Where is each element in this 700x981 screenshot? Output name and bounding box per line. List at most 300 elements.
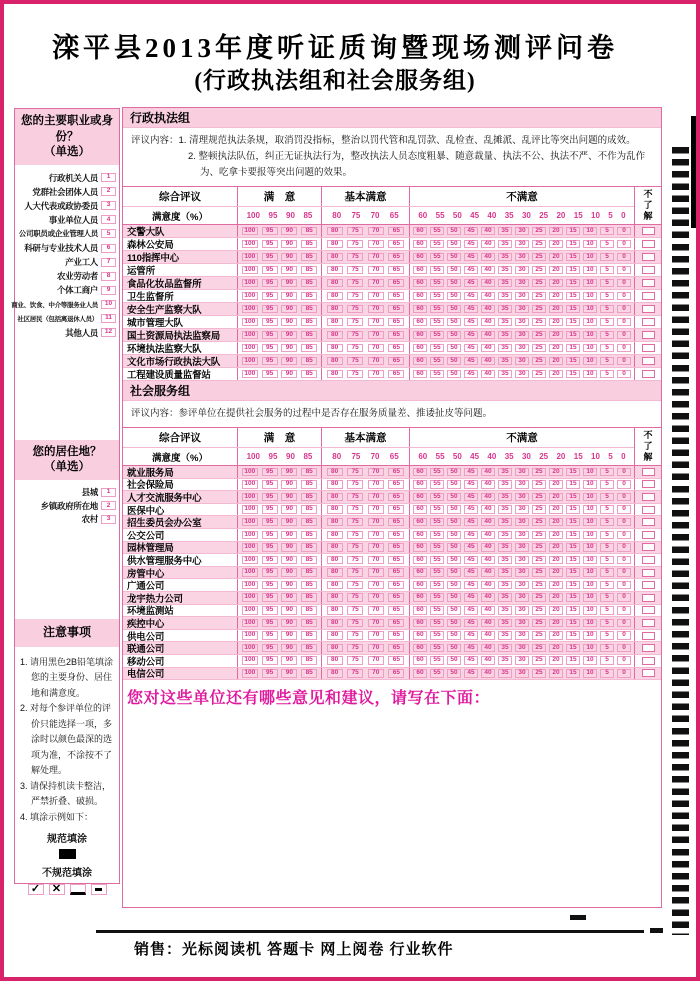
unknown-checkbox[interactable] [642,493,655,501]
rating-bubble[interactable]: 60 [413,292,427,301]
rating-bubble[interactable]: 45 [464,606,478,615]
rating-bubble[interactable]: 100 [242,480,258,489]
unknown-checkbox[interactable] [642,240,655,248]
rating-bubble[interactable]: 50 [447,543,461,552]
rating-bubble[interactable]: 55 [430,370,444,379]
option-bubble[interactable]: 5 [101,229,116,238]
rating-bubble[interactable]: 75 [347,331,363,340]
rating-bubble[interactable]: 35 [498,531,512,540]
rating-bubble[interactable]: 50 [447,644,461,653]
rating-bubble[interactable]: 30 [515,370,529,379]
rating-bubble[interactable]: 75 [347,240,363,249]
rating-bubble[interactable]: 5 [600,644,614,653]
rating-bubble[interactable]: 45 [464,468,478,477]
rating-bubble[interactable]: 50 [447,305,461,314]
option-bubble[interactable]: 2 [101,187,116,196]
rating-bubble[interactable]: 45 [464,344,478,353]
rating-bubble[interactable]: 20 [549,644,563,653]
rating-bubble[interactable]: 65 [388,568,404,577]
rating-bubble[interactable]: 30 [515,227,529,236]
rating-bubble[interactable]: 55 [430,556,444,565]
rating-bubble[interactable]: 65 [388,468,404,477]
rating-bubble[interactable]: 65 [388,279,404,288]
rating-bubble[interactable]: 0 [617,505,631,514]
rating-bubble[interactable]: 85 [301,292,317,301]
rating-bubble[interactable]: 70 [368,344,384,353]
rating-bubble[interactable]: 15 [566,357,580,366]
rating-bubble[interactable]: 55 [430,468,444,477]
rating-bubble[interactable]: 15 [566,253,580,262]
rating-bubble[interactable]: 65 [388,357,404,366]
rating-bubble[interactable]: 50 [447,531,461,540]
rating-bubble[interactable]: 65 [388,344,404,353]
rating-bubble[interactable]: 85 [301,543,317,552]
rating-bubble[interactable]: 100 [242,518,258,527]
rating-bubble[interactable]: 35 [498,606,512,615]
rating-bubble[interactable]: 100 [242,266,258,275]
rating-bubble[interactable]: 65 [388,305,404,314]
rating-bubble[interactable]: 95 [262,468,278,477]
rating-bubble[interactable]: 0 [617,266,631,275]
rating-bubble[interactable]: 40 [481,344,495,353]
rating-bubble[interactable]: 55 [430,253,444,262]
rating-bubble[interactable]: 50 [447,480,461,489]
rating-bubble[interactable]: 40 [481,606,495,615]
rating-bubble[interactable]: 50 [447,669,461,678]
rating-bubble[interactable]: 70 [368,279,384,288]
unknown-checkbox[interactable] [642,506,655,514]
rating-bubble[interactable]: 35 [498,631,512,640]
rating-bubble[interactable]: 20 [549,266,563,275]
rating-bubble[interactable]: 70 [368,505,384,514]
rating-bubble[interactable]: 90 [281,468,297,477]
rating-bubble[interactable]: 60 [413,266,427,275]
rating-bubble[interactable]: 25 [532,631,546,640]
rating-bubble[interactable]: 85 [301,227,317,236]
rating-bubble[interactable]: 70 [368,357,384,366]
rating-bubble[interactable]: 65 [388,505,404,514]
rating-bubble[interactable]: 15 [566,292,580,301]
rating-bubble[interactable]: 35 [498,227,512,236]
rating-bubble[interactable]: 0 [617,518,631,527]
rating-bubble[interactable]: 70 [368,318,384,327]
rating-bubble[interactable]: 60 [413,581,427,590]
unknown-checkbox[interactable] [642,531,655,539]
rating-bubble[interactable]: 55 [430,644,444,653]
rating-bubble[interactable]: 60 [413,631,427,640]
rating-bubble[interactable]: 90 [281,644,297,653]
rating-bubble[interactable]: 75 [347,644,363,653]
rating-bubble[interactable]: 30 [515,493,529,502]
rating-bubble[interactable]: 45 [464,370,478,379]
rating-bubble[interactable]: 75 [347,305,363,314]
rating-bubble[interactable]: 95 [262,266,278,275]
rating-bubble[interactable]: 20 [549,493,563,502]
rating-bubble[interactable]: 45 [464,644,478,653]
rating-bubble[interactable]: 10 [583,606,597,615]
option-bubble[interactable]: 12 [101,328,116,337]
rating-bubble[interactable]: 25 [532,669,546,678]
rating-bubble[interactable]: 60 [413,556,427,565]
rating-bubble[interactable]: 20 [549,468,563,477]
rating-bubble[interactable]: 80 [327,468,343,477]
unknown-checkbox[interactable] [642,606,655,614]
rating-bubble[interactable]: 95 [262,505,278,514]
rating-bubble[interactable]: 40 [481,556,495,565]
rating-bubble[interactable]: 10 [583,619,597,628]
unknown-checkbox[interactable] [642,227,655,235]
rating-bubble[interactable]: 20 [549,631,563,640]
unknown-checkbox[interactable] [642,305,655,313]
rating-bubble[interactable]: 95 [262,556,278,565]
rating-bubble[interactable]: 45 [464,631,478,640]
unknown-checkbox[interactable] [642,279,655,287]
rating-bubble[interactable]: 10 [583,568,597,577]
rating-bubble[interactable]: 30 [515,631,529,640]
rating-bubble[interactable]: 30 [515,593,529,602]
rating-bubble[interactable]: 85 [301,669,317,678]
rating-bubble[interactable]: 60 [413,227,427,236]
rating-bubble[interactable]: 35 [498,331,512,340]
rating-bubble[interactable]: 80 [327,227,343,236]
rating-bubble[interactable]: 95 [262,669,278,678]
comment-write-area[interactable] [123,708,661,907]
rating-bubble[interactable]: 75 [347,568,363,577]
rating-bubble[interactable]: 0 [617,318,631,327]
rating-bubble[interactable]: 20 [549,331,563,340]
rating-bubble[interactable]: 65 [388,253,404,262]
rating-bubble[interactable]: 85 [301,556,317,565]
rating-bubble[interactable]: 35 [498,370,512,379]
rating-bubble[interactable]: 45 [464,505,478,514]
rating-bubble[interactable]: 60 [413,656,427,665]
rating-bubble[interactable]: 55 [430,531,444,540]
rating-bubble[interactable]: 40 [481,331,495,340]
rating-bubble[interactable]: 35 [498,581,512,590]
rating-bubble[interactable]: 10 [583,531,597,540]
rating-bubble[interactable]: 15 [566,543,580,552]
rating-bubble[interactable]: 60 [413,593,427,602]
rating-bubble[interactable]: 90 [281,593,297,602]
rating-bubble[interactable]: 0 [617,468,631,477]
rating-bubble[interactable]: 35 [498,656,512,665]
rating-bubble[interactable]: 60 [413,279,427,288]
rating-bubble[interactable]: 70 [368,240,384,249]
rating-bubble[interactable]: 90 [281,227,297,236]
rating-bubble[interactable]: 20 [549,593,563,602]
rating-bubble[interactable]: 50 [447,370,461,379]
rating-bubble[interactable]: 50 [447,468,461,477]
rating-bubble[interactable]: 35 [498,644,512,653]
unknown-checkbox[interactable] [642,581,655,589]
rating-bubble[interactable]: 80 [327,556,343,565]
rating-bubble[interactable]: 70 [368,253,384,262]
rating-bubble[interactable]: 50 [447,344,461,353]
rating-bubble[interactable]: 10 [583,656,597,665]
rating-bubble[interactable]: 100 [242,543,258,552]
rating-bubble[interactable]: 50 [447,227,461,236]
unknown-checkbox[interactable] [642,556,655,564]
rating-bubble[interactable]: 25 [532,370,546,379]
rating-bubble[interactable]: 70 [368,531,384,540]
rating-bubble[interactable]: 40 [481,568,495,577]
rating-bubble[interactable]: 5 [600,556,614,565]
rating-bubble[interactable]: 30 [515,531,529,540]
rating-bubble[interactable]: 10 [583,669,597,678]
rating-bubble[interactable]: 75 [347,227,363,236]
rating-bubble[interactable]: 90 [281,331,297,340]
rating-bubble[interactable]: 0 [617,480,631,489]
rating-bubble[interactable]: 30 [515,480,529,489]
rating-bubble[interactable]: 65 [388,480,404,489]
rating-bubble[interactable]: 85 [301,357,317,366]
rating-bubble[interactable]: 55 [430,505,444,514]
rating-bubble[interactable]: 95 [262,305,278,314]
rating-bubble[interactable]: 25 [532,505,546,514]
rating-bubble[interactable]: 70 [368,331,384,340]
rating-bubble[interactable]: 25 [532,253,546,262]
rating-bubble[interactable]: 70 [368,227,384,236]
rating-bubble[interactable]: 30 [515,581,529,590]
rating-bubble[interactable]: 45 [464,518,478,527]
rating-bubble[interactable]: 10 [583,253,597,262]
rating-bubble[interactable]: 65 [388,318,404,327]
rating-bubble[interactable]: 5 [600,227,614,236]
rating-bubble[interactable]: 20 [549,370,563,379]
rating-bubble[interactable]: 0 [617,556,631,565]
rating-bubble[interactable]: 35 [498,468,512,477]
rating-bubble[interactable]: 50 [447,505,461,514]
rating-bubble[interactable]: 65 [388,370,404,379]
rating-bubble[interactable]: 65 [388,331,404,340]
rating-bubble[interactable]: 90 [281,505,297,514]
rating-bubble[interactable]: 80 [327,619,343,628]
rating-bubble[interactable]: 5 [600,593,614,602]
rating-bubble[interactable]: 25 [532,357,546,366]
rating-bubble[interactable]: 65 [388,656,404,665]
unknown-checkbox[interactable] [642,292,655,300]
rating-bubble[interactable]: 65 [388,493,404,502]
rating-bubble[interactable]: 5 [600,568,614,577]
rating-bubble[interactable]: 15 [566,493,580,502]
unknown-checkbox[interactable] [642,266,655,274]
rating-bubble[interactable]: 55 [430,480,444,489]
rating-bubble[interactable]: 40 [481,253,495,262]
rating-bubble[interactable]: 50 [447,656,461,665]
rating-bubble[interactable]: 20 [549,357,563,366]
rating-bubble[interactable]: 100 [242,292,258,301]
rating-bubble[interactable]: 10 [583,331,597,340]
rating-bubble[interactable]: 50 [447,556,461,565]
rating-bubble[interactable]: 15 [566,644,580,653]
rating-bubble[interactable]: 20 [549,240,563,249]
rating-bubble[interactable]: 10 [583,266,597,275]
rating-bubble[interactable]: 0 [617,656,631,665]
rating-bubble[interactable]: 30 [515,318,529,327]
rating-bubble[interactable]: 45 [464,556,478,565]
rating-bubble[interactable]: 40 [481,656,495,665]
rating-bubble[interactable]: 100 [242,631,258,640]
rating-bubble[interactable]: 30 [515,656,529,665]
rating-bubble[interactable]: 70 [368,493,384,502]
rating-bubble[interactable]: 5 [600,468,614,477]
rating-bubble[interactable]: 60 [413,468,427,477]
rating-bubble[interactable]: 0 [617,531,631,540]
rating-bubble[interactable]: 5 [600,331,614,340]
rating-bubble[interactable]: 35 [498,669,512,678]
rating-bubble[interactable]: 60 [413,480,427,489]
rating-bubble[interactable]: 90 [281,581,297,590]
rating-bubble[interactable]: 10 [583,227,597,236]
rating-bubble[interactable]: 50 [447,568,461,577]
rating-bubble[interactable]: 30 [515,669,529,678]
rating-bubble[interactable]: 30 [515,568,529,577]
rating-bubble[interactable]: 70 [368,644,384,653]
rating-bubble[interactable]: 0 [617,644,631,653]
rating-bubble[interactable]: 15 [566,505,580,514]
rating-bubble[interactable]: 70 [368,556,384,565]
rating-bubble[interactable]: 5 [600,581,614,590]
rating-bubble[interactable]: 70 [368,543,384,552]
rating-bubble[interactable]: 25 [532,344,546,353]
rating-bubble[interactable]: 30 [515,357,529,366]
rating-bubble[interactable]: 75 [347,543,363,552]
rating-bubble[interactable]: 55 [430,227,444,236]
rating-bubble[interactable]: 75 [347,531,363,540]
rating-bubble[interactable]: 65 [388,266,404,275]
rating-bubble[interactable]: 45 [464,240,478,249]
rating-bubble[interactable]: 30 [515,305,529,314]
rating-bubble[interactable]: 60 [413,240,427,249]
rating-bubble[interactable]: 50 [447,266,461,275]
rating-bubble[interactable]: 70 [368,370,384,379]
rating-bubble[interactable]: 85 [301,631,317,640]
rating-bubble[interactable]: 85 [301,331,317,340]
rating-bubble[interactable]: 75 [347,468,363,477]
option-bubble[interactable]: 3 [101,201,116,210]
rating-bubble[interactable]: 90 [281,305,297,314]
rating-bubble[interactable]: 35 [498,240,512,249]
rating-bubble[interactable]: 95 [262,644,278,653]
rating-bubble[interactable]: 0 [617,240,631,249]
rating-bubble[interactable]: 55 [430,493,444,502]
rating-bubble[interactable]: 25 [532,331,546,340]
rating-bubble[interactable]: 50 [447,493,461,502]
rating-bubble[interactable]: 20 [549,669,563,678]
unknown-checkbox[interactable] [642,657,655,665]
rating-bubble[interactable]: 70 [368,581,384,590]
rating-bubble[interactable]: 15 [566,581,580,590]
rating-bubble[interactable]: 30 [515,644,529,653]
rating-bubble[interactable]: 15 [566,593,580,602]
rating-bubble[interactable]: 85 [301,468,317,477]
rating-bubble[interactable]: 80 [327,357,343,366]
rating-bubble[interactable]: 30 [515,240,529,249]
rating-bubble[interactable]: 95 [262,518,278,527]
rating-bubble[interactable]: 10 [583,357,597,366]
rating-bubble[interactable]: 20 [549,531,563,540]
rating-bubble[interactable]: 60 [413,331,427,340]
rating-bubble[interactable]: 15 [566,656,580,665]
rating-bubble[interactable]: 55 [430,240,444,249]
rating-bubble[interactable]: 20 [549,543,563,552]
rating-bubble[interactable]: 45 [464,581,478,590]
rating-bubble[interactable]: 55 [430,279,444,288]
rating-bubble[interactable]: 90 [281,568,297,577]
rating-bubble[interactable]: 95 [262,593,278,602]
rating-bubble[interactable]: 55 [430,606,444,615]
rating-bubble[interactable]: 75 [347,619,363,628]
rating-bubble[interactable]: 50 [447,331,461,340]
rating-bubble[interactable]: 35 [498,518,512,527]
rating-bubble[interactable]: 40 [481,493,495,502]
rating-bubble[interactable]: 55 [430,518,444,527]
rating-bubble[interactable]: 60 [413,305,427,314]
rating-bubble[interactable]: 45 [464,357,478,366]
rating-bubble[interactable]: 25 [532,656,546,665]
rating-bubble[interactable]: 85 [301,581,317,590]
rating-bubble[interactable]: 35 [498,543,512,552]
rating-bubble[interactable]: 40 [481,266,495,275]
rating-bubble[interactable]: 25 [532,292,546,301]
rating-bubble[interactable]: 50 [447,593,461,602]
rating-bubble[interactable]: 40 [481,543,495,552]
rating-bubble[interactable]: 20 [549,318,563,327]
rating-bubble[interactable]: 0 [617,292,631,301]
option-bubble[interactable]: 4 [101,215,116,224]
rating-bubble[interactable]: 10 [583,468,597,477]
rating-bubble[interactable]: 70 [368,593,384,602]
rating-bubble[interactable]: 40 [481,468,495,477]
rating-bubble[interactable]: 85 [301,568,317,577]
rating-bubble[interactable]: 80 [327,631,343,640]
rating-bubble[interactable]: 55 [430,631,444,640]
rating-bubble[interactable]: 20 [549,619,563,628]
rating-bubble[interactable]: 45 [464,227,478,236]
rating-bubble[interactable]: 65 [388,543,404,552]
rating-bubble[interactable]: 90 [281,518,297,527]
rating-bubble[interactable]: 35 [498,505,512,514]
rating-bubble[interactable]: 75 [347,292,363,301]
rating-bubble[interactable]: 60 [413,606,427,615]
rating-bubble[interactable]: 60 [413,644,427,653]
unknown-checkbox[interactable] [642,357,655,365]
rating-bubble[interactable]: 35 [498,344,512,353]
rating-bubble[interactable]: 90 [281,344,297,353]
unknown-checkbox[interactable] [642,619,655,627]
rating-bubble[interactable]: 90 [281,480,297,489]
rating-bubble[interactable]: 90 [281,493,297,502]
rating-bubble[interactable]: 95 [262,568,278,577]
rating-bubble[interactable]: 20 [549,606,563,615]
rating-bubble[interactable]: 35 [498,480,512,489]
rating-bubble[interactable]: 90 [281,606,297,615]
rating-bubble[interactable]: 10 [583,493,597,502]
rating-bubble[interactable]: 80 [327,568,343,577]
rating-bubble[interactable]: 80 [327,480,343,489]
rating-bubble[interactable]: 90 [281,253,297,262]
rating-bubble[interactable]: 5 [600,279,614,288]
rating-bubble[interactable]: 45 [464,531,478,540]
rating-bubble[interactable]: 80 [327,644,343,653]
rating-bubble[interactable]: 25 [532,581,546,590]
rating-bubble[interactable]: 5 [600,543,614,552]
rating-bubble[interactable]: 70 [368,468,384,477]
rating-bubble[interactable]: 45 [464,266,478,275]
rating-bubble[interactable]: 60 [413,370,427,379]
rating-bubble[interactable]: 20 [549,305,563,314]
rating-bubble[interactable]: 45 [464,318,478,327]
